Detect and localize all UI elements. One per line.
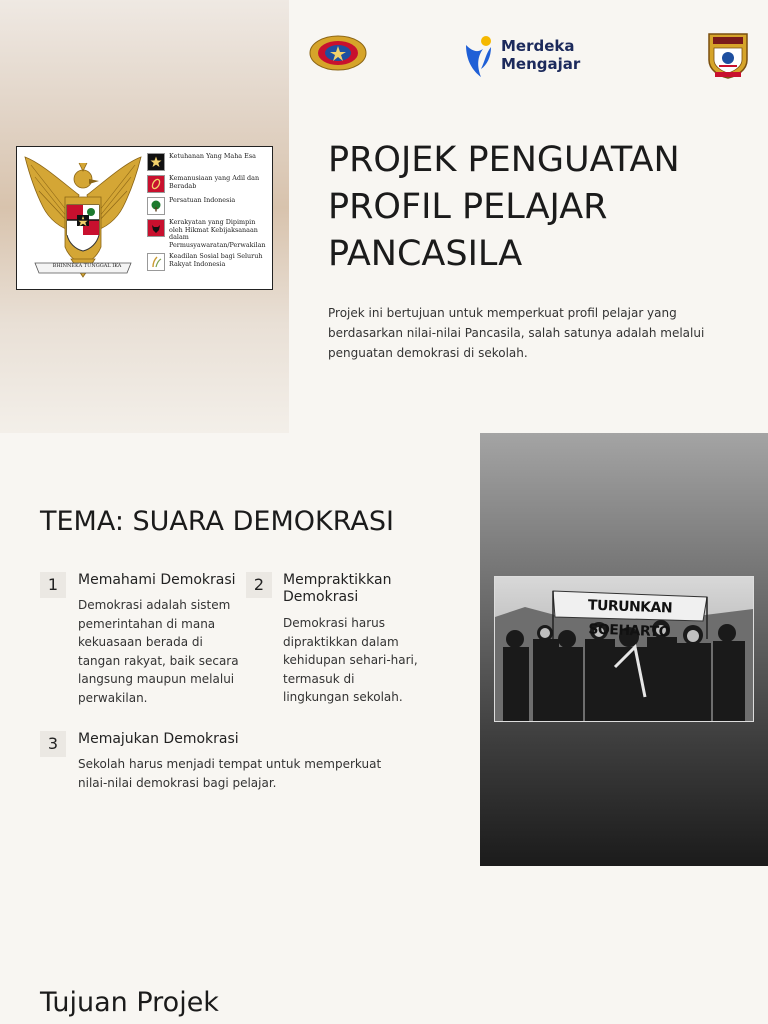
item-number-3: 3 [40, 731, 66, 757]
item-heading-3: Memajukan Demokrasi [78, 731, 239, 747]
item-number-2: 2 [246, 572, 272, 598]
title-line-1: PROJEK PENGUATAN [328, 140, 680, 180]
merdeka-mengajar-logo [463, 35, 593, 79]
intro-paragraph: Projek ini bertujuan untuk memperkuat profil pelajar yang berdasarkan nilai-nilai Pancasila, salah satunya adalah melalui penguatan demokrasi di sekolah. [328, 306, 705, 360]
mengajar-text: Mengajar [501, 55, 581, 73]
star-icon [147, 153, 165, 171]
item-heading-2: Mempraktikkan Demokrasi [283, 572, 392, 605]
sila-item-2: Kemanusiaan yang Adil dan Beradab [147, 175, 271, 193]
rice-cotton-icon [147, 253, 165, 271]
item-number-1: 1 [40, 572, 66, 598]
motto-text: BHINNEKA TUNGGAL IKA [52, 263, 122, 269]
item-text-3: Sekolah harus menjadi tempat untuk memperkuat nilai-nilai demokrasi bagi pelajar. [78, 757, 382, 790]
sila-item-4: Kerakyatan yang Dipimpin oleh Hikmat Kebijaksanaan dalam Permusyawaratan/Perwakilan [147, 219, 271, 249]
school-emblem-icon [705, 28, 751, 80]
merdeka-mengajar-icon [463, 35, 497, 79]
title-line-3: PANCASILA [328, 234, 523, 274]
item-text-1: Demokrasi adalah sistem pemerintahan di mana kekuasaan berada di tangan rakyat, baik secara langsung maupun melalui perwakilan. [78, 598, 239, 705]
sila-item-3: Persatuan Indonesia [147, 197, 271, 215]
sila-list [147, 153, 271, 275]
tujuan-title: Tujuan Projek [40, 987, 219, 1018]
protest-photo [494, 576, 754, 722]
tema-title: TEMA: SUARA DEMOKRASI [40, 506, 394, 537]
bull-head-icon [147, 219, 165, 237]
merdeka-text: Merdeka [501, 37, 575, 55]
sila-item-5: Keadilan Sosial bagi Seluruh Rakyat Indonesia [147, 253, 271, 271]
item-text-2: Demokrasi harus dipraktikkan dalam kehidupan sehari-hari, termasuk di lingkungan sekolah. [283, 616, 418, 704]
chain-icon [147, 175, 165, 193]
pancasila-symbol-card [16, 146, 273, 290]
banner-text: TURUNKAN SOEHARTO [587, 597, 673, 641]
banyan-tree-icon [147, 197, 165, 215]
sila-item-1: Ketuhanan Yang Maha Esa [147, 153, 271, 171]
title-line-2: PROFIL PELAJAR [328, 187, 608, 227]
item-heading-1: Memahami Demokrasi [78, 572, 236, 588]
page-title [328, 137, 748, 278]
university-emblem-icon [308, 33, 368, 73]
